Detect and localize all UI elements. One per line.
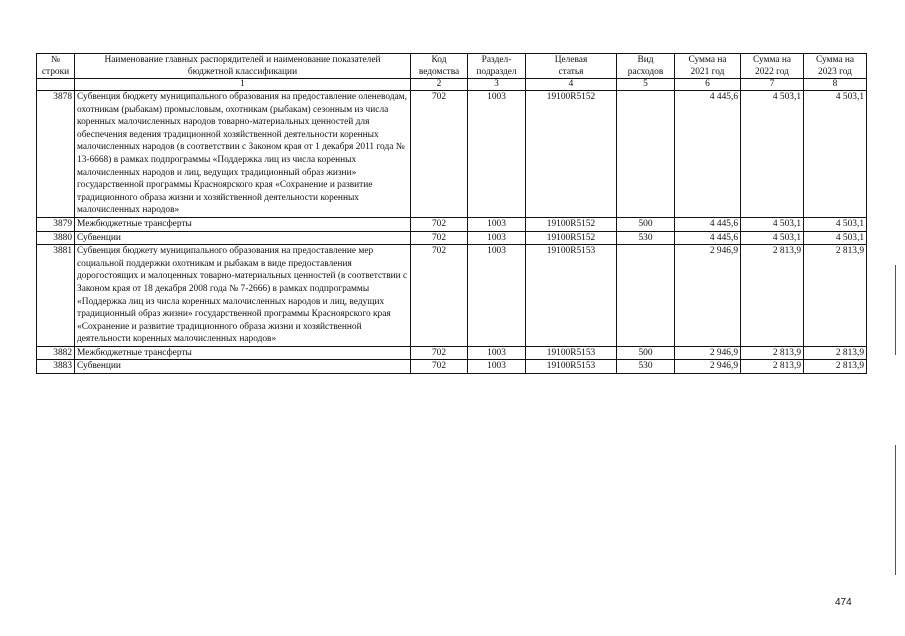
row-number: 3878 xyxy=(37,91,75,218)
sum-2022: 2 813,9 xyxy=(741,360,804,374)
section-code: 1003 xyxy=(468,360,526,374)
expense-type xyxy=(617,91,675,218)
section-code: 1003 xyxy=(468,91,526,218)
sum-2022: 4 503,1 xyxy=(741,91,804,218)
col-number: 7 xyxy=(741,79,804,91)
section-code: 1003 xyxy=(468,346,526,360)
table-body xyxy=(37,91,867,374)
col-number xyxy=(37,79,75,91)
sum-2023: 4 503,1 xyxy=(804,231,867,245)
expense-type: 500 xyxy=(617,217,675,231)
dept-code: 702 xyxy=(411,360,468,374)
table-row xyxy=(37,245,867,347)
sum-2021: 4 445,6 xyxy=(675,217,741,231)
sum-2022: 2 813,9 xyxy=(741,245,804,347)
page-number: 474 xyxy=(835,597,852,608)
scan-edge-mark xyxy=(895,445,896,575)
dept-code: 702 xyxy=(411,217,468,231)
header-expense-type: Вид расходов xyxy=(617,54,675,79)
section-code: 1003 xyxy=(468,217,526,231)
dept-code: 702 xyxy=(411,245,468,347)
header-sum-2022: Сумма на 2022 год xyxy=(741,54,804,79)
column-number-row xyxy=(37,79,867,91)
row-name: Субвенция бюджету муниципального образования на предоставление мер социальной поддержки охотникам и рыбакам в виде предоставления дорогостоящих и малоценных товарно-материальных ценностей (в соответствии с Законом края от 18 декабря 2008 года № 7-2666) в рамках подпрограммы «Поддержка лиц из числа коренных малочисленных народов и лиц, ведущих традиционный образ жизни» государственной программы Красноярского края «Сохранение и развитие традиционного образа жизни и хозяйственной деятельности коренных малочисленных народов» xyxy=(75,245,411,347)
section-code: 1003 xyxy=(468,245,526,347)
sum-2022: 4 503,1 xyxy=(741,231,804,245)
row-name: Субвенции xyxy=(75,231,411,245)
col-number: 5 xyxy=(617,79,675,91)
header-sum-2023: Сумма на 2023 год xyxy=(804,54,867,79)
target-article: 19100R5153 xyxy=(526,360,617,374)
row-name: Субвенция бюджету муниципального образования на предоставление оленеводам, охотникам (рыбакам) промысловым, охотникам (рыбакам) сезонным из числа коренных малочисленных народов товарно-материальных ценностей для обеспечения ведения традиционной хозяйственной деятельности коренных малочисленных народов (в соответствии с Законом края от 1 декабря 2011 года № 13-6668) в рамках подпрограммы «Поддержка лиц из числа коренных малочисленных народов и лиц, ведущих традиционный образ жизни» государственной программы Красноярского края «Сохранение и развитие традиционного образа жизни и хозяйственной деятельности коренных малочисленных народов» xyxy=(75,91,411,218)
row-number: 3879 xyxy=(37,217,75,231)
scan-edge-mark xyxy=(895,265,896,355)
table-row xyxy=(37,91,867,218)
target-article: 19100R5152 xyxy=(526,231,617,245)
expense-type: 530 xyxy=(617,360,675,374)
expense-type xyxy=(617,245,675,347)
col-number: 8 xyxy=(804,79,867,91)
sum-2021: 2 946,9 xyxy=(675,245,741,347)
sum-2021: 4 445,6 xyxy=(675,231,741,245)
dept-code: 702 xyxy=(411,346,468,360)
col-number: 2 xyxy=(411,79,468,91)
expense-type: 500 xyxy=(617,346,675,360)
target-article: 19100R5153 xyxy=(526,245,617,347)
sum-2023: 4 503,1 xyxy=(804,91,867,218)
header-sum-2021: Сумма на 2021 год xyxy=(675,54,741,79)
target-article: 19100R5153 xyxy=(526,346,617,360)
col-number: 1 xyxy=(75,79,411,91)
sum-2022: 2 813,9 xyxy=(741,346,804,360)
row-name: Межбюджетные трансферты xyxy=(75,346,411,360)
budget-table xyxy=(36,53,867,374)
header-dept-code: Код ведомства xyxy=(411,54,468,79)
header-section: Раздел- подраздел xyxy=(468,54,526,79)
target-article: 19100R5152 xyxy=(526,217,617,231)
col-number: 4 xyxy=(526,79,617,91)
row-name: Субвенции xyxy=(75,360,411,374)
row-name: Межбюджетные трансферты xyxy=(75,217,411,231)
table-row xyxy=(37,360,867,374)
sum-2021: 2 946,9 xyxy=(675,346,741,360)
table-row xyxy=(37,346,867,360)
table-row xyxy=(37,217,867,231)
sum-2023: 2 813,9 xyxy=(804,346,867,360)
header-target-article: Целевая статья xyxy=(526,54,617,79)
col-number: 6 xyxy=(675,79,741,91)
header-name: Наименование главных распорядителей и наименование показателей бюджетной классификации xyxy=(75,54,411,79)
sum-2023: 2 813,9 xyxy=(804,245,867,347)
row-number: 3883 xyxy=(37,360,75,374)
dept-code: 702 xyxy=(411,231,468,245)
section-code: 1003 xyxy=(468,231,526,245)
sum-2023: 4 503,1 xyxy=(804,217,867,231)
expense-type: 530 xyxy=(617,231,675,245)
table-row xyxy=(37,231,867,245)
header-row-number: № строки xyxy=(37,54,75,79)
row-number: 3882 xyxy=(37,346,75,360)
header-row xyxy=(37,54,867,79)
dept-code: 702 xyxy=(411,91,468,218)
sum-2022: 4 503,1 xyxy=(741,217,804,231)
sum-2021: 4 445,6 xyxy=(675,91,741,218)
row-number: 3880 xyxy=(37,231,75,245)
target-article: 19100R5152 xyxy=(526,91,617,218)
sum-2021: 2 946,9 xyxy=(675,360,741,374)
budget-sheet xyxy=(36,53,867,374)
col-number: 3 xyxy=(468,79,526,91)
sum-2023: 2 813,9 xyxy=(804,360,867,374)
row-number: 3881 xyxy=(37,245,75,347)
